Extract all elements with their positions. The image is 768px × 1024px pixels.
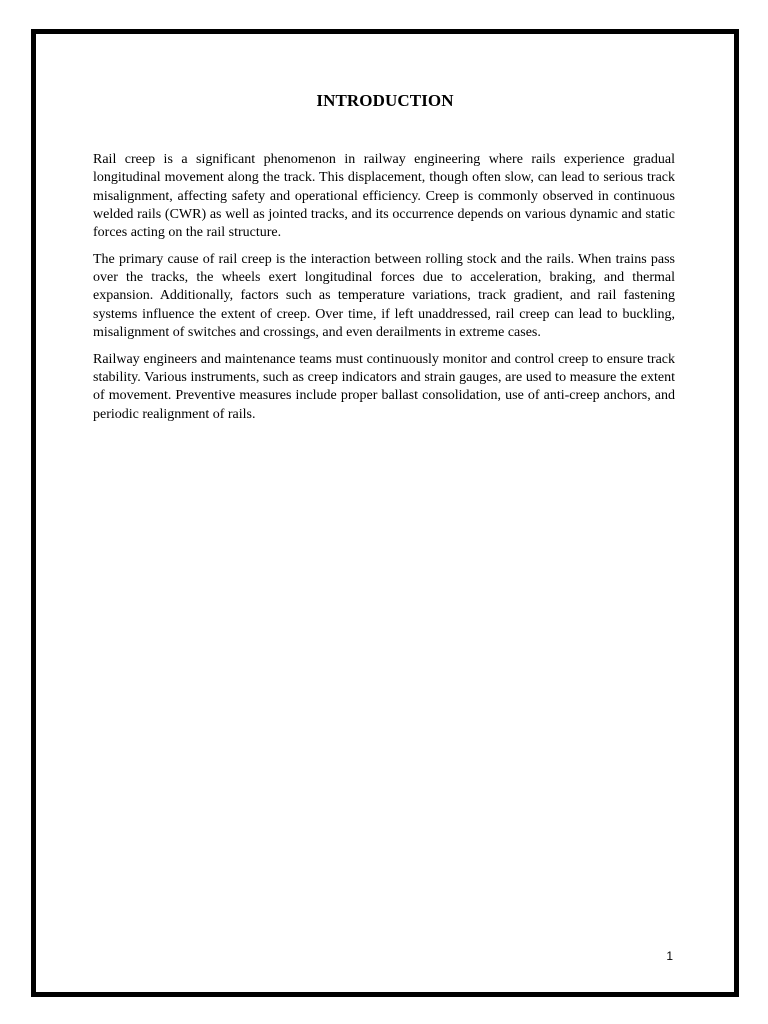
paragraph-2: The primary cause of rail creep is the interaction between rolling stock and the rails. When trains pass over the tracks, the wheels exert longitudinal forces due to acceleration, braking, and thermal expansion. Additionally, factors such as temperature variations, track gradient, and rail fastening systems influence the extent of creep. Over time, if left unaddressed, rail creep can lead to buckling, misalignment of switches and crossings, and even derailments in extreme cases.: [93, 251, 675, 341]
paragraph-3: Railway engineers and maintenance teams must continuously monitor and control creep to ensure track stability. Various instruments, such as creep indicators and strain gauges, are used to measure the extent of movement. Preventive measures include proper ballast consolidation, use of anti-creep anchors, and periodic realignment of rails.: [93, 351, 675, 422]
page-border: [31, 29, 739, 997]
document-body: [93, 151, 675, 432]
page-title: INTRODUCTION: [316, 91, 454, 110]
page-number: 1: [666, 949, 673, 963]
paragraph-1: Rail creep is a significant phenomenon in railway engineering where rails experience gradual longitudinal movement along the track. This displacement, though often slow, can lead to serious track misalignment, affecting safety and operational efficiency. Creep is commonly observed in continuous welded rails (CWR) as well as jointed tracks, and its occurrence depends on various dynamic and static forces acting on the rail structure.: [93, 152, 675, 241]
